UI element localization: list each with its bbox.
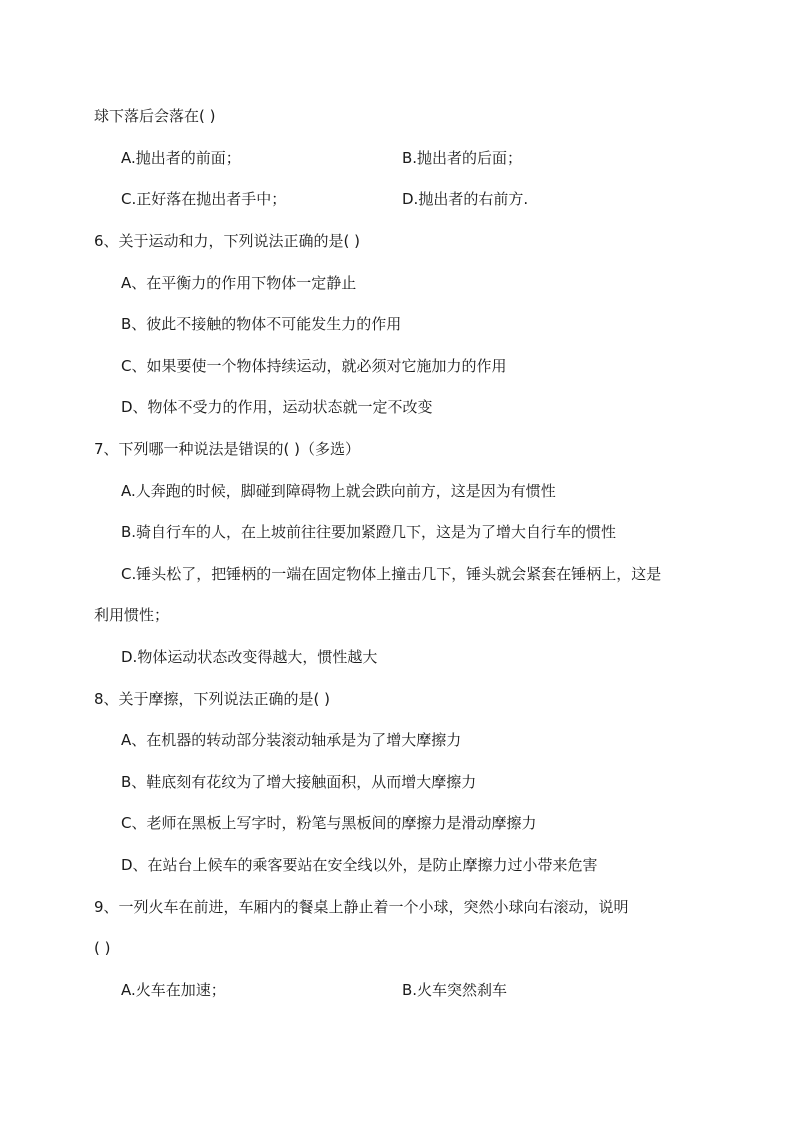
question-5-option-b: B.抛出者的后面；: [402, 149, 523, 167]
question-5-option-a: A.抛出者的前面；: [121, 149, 241, 167]
question-8-option-c: C、老师在黑板上写字时，粉笔与黑板间的摩擦力是滑动摩擦力: [121, 814, 537, 832]
question-6-option-a: A、在平衡力的作用下物体一定静止: [121, 274, 357, 292]
question-6-option-c: C、如果要使一个物体持续运动，就必须对它施加力的作用: [121, 357, 507, 375]
question-9-stem-line1: 9、一列火车在前进，车厢内的餐桌上静止着一个小球，突然小球向右滚动，说明: [94, 898, 629, 916]
question-6-option-d: D、物体不受力的作用，运动状态就一定不改变: [121, 398, 433, 416]
question-8-option-b: B、鞋底刻有花纹为了增大接触面积，从而增大摩擦力: [121, 773, 477, 791]
question-5-option-d: D.抛出者的右前方.: [402, 190, 529, 208]
question-9-option-b: B.火车突然刹车: [402, 981, 508, 999]
question-7-option-c-line2: 利用惯性；: [94, 606, 170, 624]
question-7-option-a: A.人奔跑的时候，脚碰到障碍物上就会跌向前方，这是因为有惯性: [121, 482, 556, 500]
question-9-stem-line2: ( ): [94, 939, 111, 957]
question-8-option-d: D、在站台上候车的乘客要站在安全线以外，是防止摩擦力过小带来危害: [121, 856, 598, 874]
question-8-option-a: A、在机器的转动部分装滚动轴承是为了增大摩擦力: [121, 731, 462, 749]
question-7-option-c-line1: C.锤头松了，把锤柄的一端在固定物体上撞击几下，锤头就会紧套在锤柄上，这是: [121, 565, 662, 583]
question-6-option-b: B、彼此不接触的物体不可能发生力的作用: [121, 315, 402, 333]
question-9-option-a: A.火车在加速；: [121, 981, 226, 999]
question-7-option-b: B.骑自行车的人，在上坡前往往要加紧蹬几下，这是为了增大自行车的惯性: [121, 523, 617, 541]
question-5-option-c: C.正好落在抛出者手中；: [121, 190, 287, 208]
question-7-option-d: D.物体运动状态改变得越大，惯性越大: [121, 648, 378, 666]
question-5-continuation: 球下落后会落在( ): [94, 107, 216, 125]
question-8-stem: 8、关于摩擦，下列说法正确的是( ): [94, 690, 331, 708]
question-7-stem: 7、下列哪一种说法是错误的( )（多选）: [94, 440, 361, 458]
question-6-stem: 6、关于运动和力，下列说法正确的是( ): [94, 232, 361, 250]
